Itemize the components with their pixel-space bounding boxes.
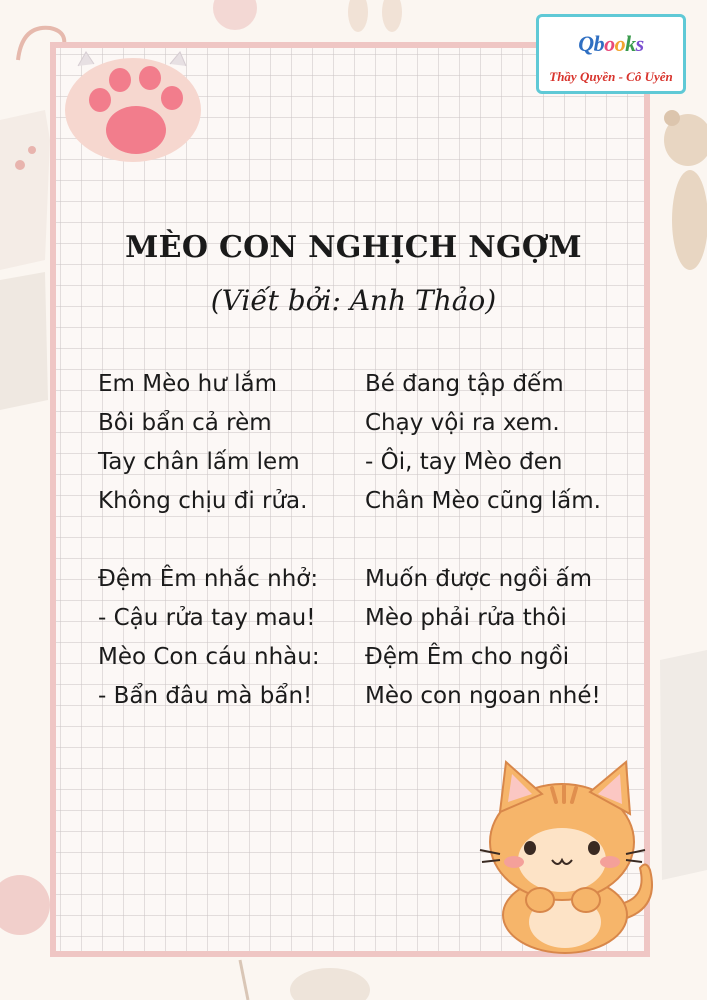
poem-line: Chân Mèo cũng lấm.	[365, 488, 601, 514]
stanza-3	[98, 560, 320, 716]
stanza-1	[98, 365, 307, 521]
poem-line: Em Mèo hư lắm	[98, 371, 277, 397]
poem-line: Mèo phải rửa thôi	[365, 605, 567, 631]
poem-line: Tay chân lấm lem	[98, 449, 300, 475]
poem-line: - Bẩn đâu mà bẩn!	[98, 683, 313, 709]
poem-line: Đệm Êm cho ngồi	[365, 644, 570, 670]
logo-brand: Qbooks	[578, 31, 644, 56]
poem-line: - Ôi, tay Mèo đen	[365, 449, 563, 475]
poem-line: Mèo Con cáu nhàu:	[98, 644, 320, 670]
poem-line: Mèo con ngoan nhé!	[365, 683, 601, 709]
poem-author: (Viết bởi: Anh Thảo)	[210, 284, 497, 317]
poem-line: Bé đang tập đếm	[365, 371, 564, 397]
stanza-4	[365, 560, 601, 716]
paw-icon	[58, 48, 208, 168]
poem-line: Chạy vội ra xem.	[365, 410, 560, 436]
poem-line: Đệm Êm nhắc nhở:	[98, 566, 319, 592]
poem-line: Bôi bẩn cả rèm	[98, 410, 272, 436]
poem-title: MÈO CON NGHỊCH NGỢM	[125, 230, 582, 265]
logo-subtitle: Thầy Quyền - Cô Uyên	[549, 69, 673, 84]
cat-icon	[470, 750, 670, 955]
stanza-2	[365, 365, 601, 521]
poem-line: Muốn được ngồi ấm	[365, 566, 593, 592]
poem-line: Không chịu đi rửa.	[98, 488, 308, 514]
logo	[536, 14, 686, 94]
poem-line: - Cậu rửa tay mau!	[98, 605, 316, 631]
